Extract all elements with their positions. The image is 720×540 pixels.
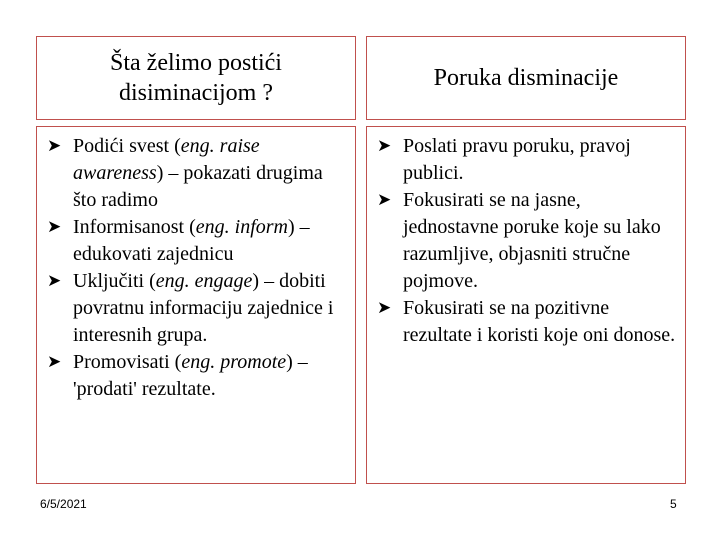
footer-date: 6/5/2021 <box>40 497 87 511</box>
list-item: ➤ Podići svest (eng. raise awareness) – pokazati drugima što radimo <box>47 135 323 211</box>
list-item: ➤ Fokusirati se na jasne, jednostavne poruke koje su lako razumljive, objasniti stručne pojmove. <box>377 189 661 292</box>
arrow-bullet-icon: ➤ <box>47 217 62 237</box>
list-item: ➤ Poslati pravu poruku, pravoj publici. <box>377 135 631 184</box>
left-heading: Šta želimo postići disiminacijom ? <box>110 50 282 106</box>
list-item: ➤ Promovisati (eng. promote) – 'prodati' rezultate. <box>47 351 308 400</box>
arrow-bullet-icon: ➤ <box>377 298 392 318</box>
right-bullet-list <box>377 133 679 349</box>
list-item: ➤ Fokusirati se na pozitivne rezultate i koristi koje oni donose. <box>377 297 676 346</box>
left-content-box <box>36 126 356 484</box>
arrow-bullet-icon: ➤ <box>47 271 62 291</box>
arrow-bullet-icon: ➤ <box>377 136 392 156</box>
right-heading-box <box>366 36 686 120</box>
left-bullet-list <box>47 133 349 403</box>
arrow-bullet-icon: ➤ <box>47 352 62 372</box>
page-number: 5 <box>670 497 677 511</box>
right-heading: Poruka disminacije <box>433 65 619 91</box>
right-content-box <box>366 126 686 484</box>
arrow-bullet-icon: ➤ <box>377 190 392 210</box>
arrow-bullet-icon: ➤ <box>47 136 62 156</box>
list-item: ➤ Informisanost (eng. inform) – edukovati zajednicu <box>47 216 310 265</box>
list-item: ➤ Uključiti (eng. engage) – dobiti povratnu informaciju zajednice i interesnih grupa. <box>47 270 334 346</box>
left-heading-box <box>36 36 356 120</box>
